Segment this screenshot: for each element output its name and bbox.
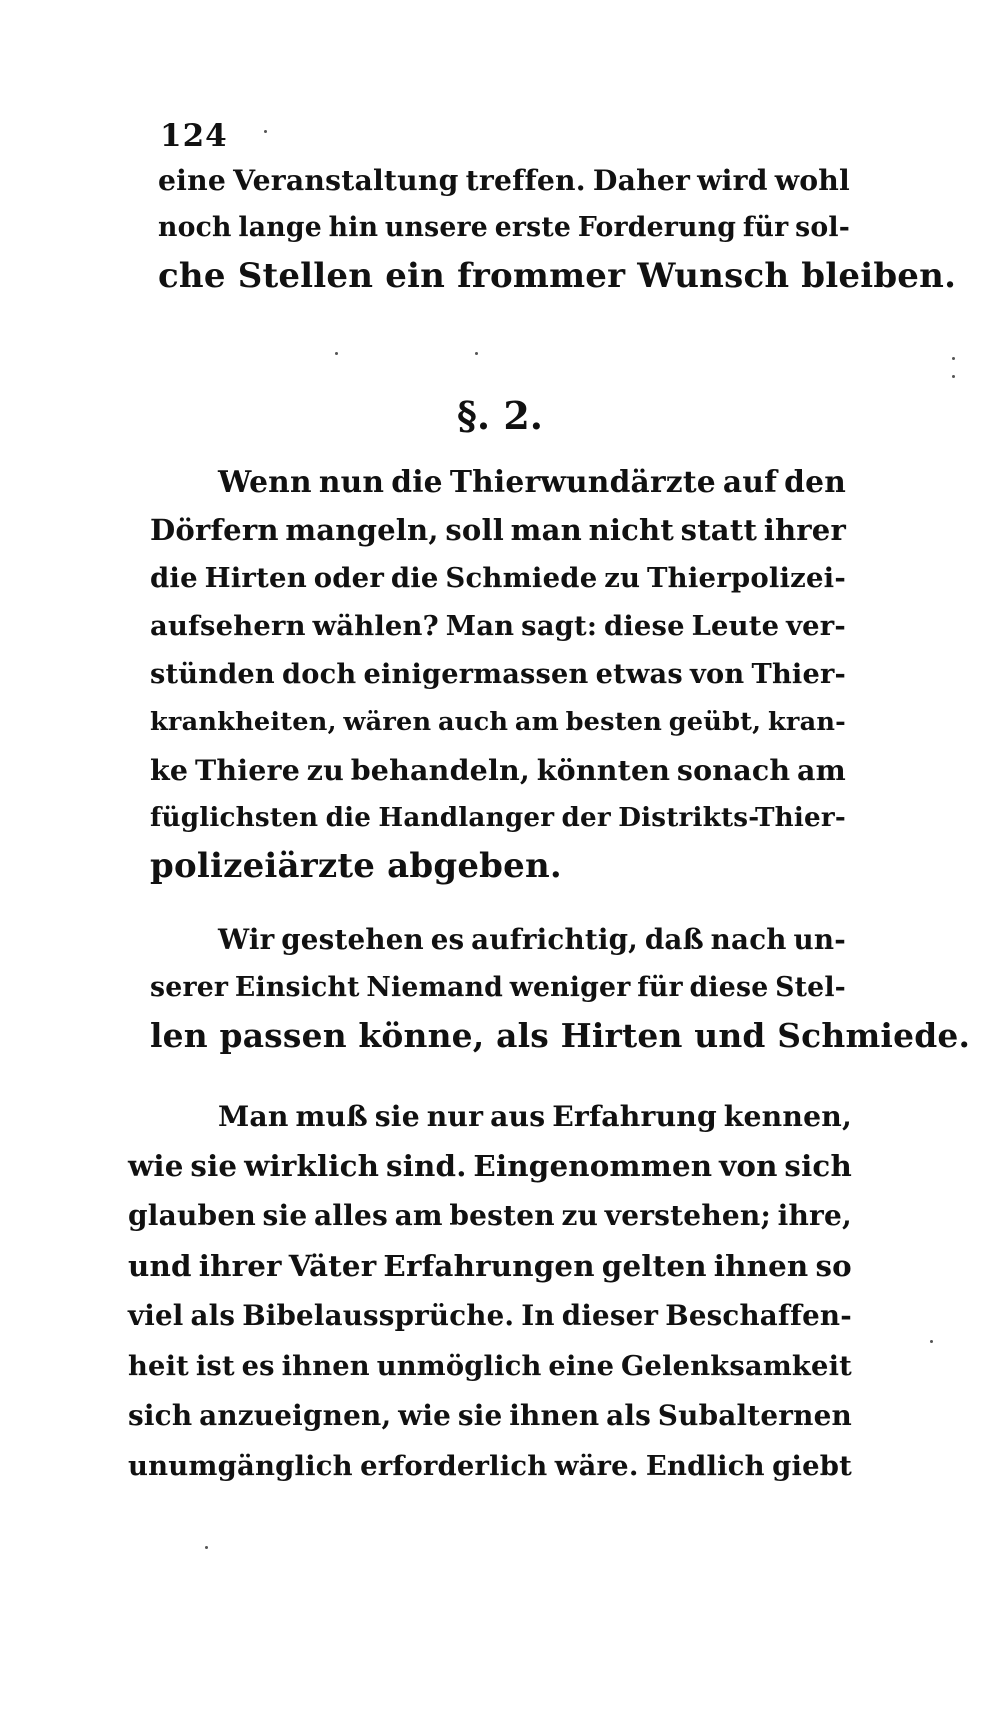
word: Forderung bbox=[577, 212, 737, 243]
word: un- bbox=[793, 923, 846, 956]
word: Bibelaussprüche. bbox=[242, 1299, 515, 1332]
text-line bbox=[128, 1196, 852, 1236]
word: hin bbox=[328, 212, 379, 243]
word: ver- bbox=[786, 610, 846, 642]
word: ihnen bbox=[713, 1248, 809, 1283]
word: doch bbox=[282, 658, 357, 690]
text-line bbox=[158, 160, 850, 200]
word: etwas bbox=[595, 658, 683, 690]
word: Thierpolizei- bbox=[647, 562, 846, 594]
page-number: 124 bbox=[160, 118, 228, 154]
scan-speck bbox=[475, 352, 478, 355]
word: Thierwundärzte bbox=[449, 464, 716, 499]
word: sol- bbox=[795, 212, 850, 243]
word: heit bbox=[128, 1350, 189, 1382]
text-line bbox=[128, 1446, 852, 1486]
word: giebt bbox=[772, 1450, 852, 1482]
word: aufrichtig, bbox=[471, 923, 639, 956]
word: als bbox=[190, 1299, 236, 1332]
word: wird bbox=[697, 163, 768, 197]
word: Distrikts-Thier- bbox=[618, 802, 846, 833]
word: auch bbox=[438, 707, 509, 737]
word: daß bbox=[644, 923, 704, 956]
word: sich bbox=[784, 1148, 852, 1183]
word: zu bbox=[561, 1199, 599, 1232]
word: diese bbox=[689, 972, 769, 1003]
text-line bbox=[150, 510, 846, 550]
word: behandeln, bbox=[350, 753, 531, 787]
word: muß bbox=[295, 1099, 368, 1133]
word: oder bbox=[313, 562, 385, 594]
word: Erfahrung bbox=[552, 1099, 717, 1133]
word: sie bbox=[457, 1399, 503, 1432]
word: noch bbox=[158, 212, 232, 243]
text-line bbox=[128, 1146, 852, 1186]
word: Einsicht bbox=[234, 972, 360, 1003]
word: wären bbox=[343, 707, 432, 737]
word: und bbox=[128, 1248, 192, 1283]
word: sagt: bbox=[521, 610, 598, 642]
word: verstehen; bbox=[604, 1199, 772, 1232]
word: den bbox=[784, 464, 846, 499]
word: mangeln, bbox=[285, 513, 439, 547]
text-line: polizeiärzte abgeben. bbox=[150, 846, 562, 886]
word: am bbox=[514, 707, 559, 737]
word: ke bbox=[150, 753, 189, 787]
word: stünden bbox=[150, 658, 275, 690]
word: Endlich bbox=[645, 1450, 765, 1482]
word: wohl bbox=[774, 163, 850, 197]
text-line bbox=[150, 798, 846, 838]
word: Handlanger bbox=[378, 802, 555, 833]
word: sonach bbox=[676, 753, 791, 787]
word: Wir bbox=[218, 923, 275, 956]
word: diese bbox=[603, 610, 685, 642]
word: nur bbox=[426, 1099, 484, 1133]
word: wie bbox=[128, 1148, 184, 1183]
word: aufsehern bbox=[150, 610, 306, 642]
word: Man bbox=[445, 610, 515, 642]
word: soll bbox=[445, 513, 504, 547]
text-line bbox=[128, 1396, 852, 1436]
word: Hirten bbox=[204, 562, 307, 594]
word: es bbox=[430, 923, 465, 956]
text-line bbox=[150, 702, 846, 742]
text-line bbox=[150, 654, 846, 694]
word: die bbox=[390, 562, 439, 594]
word: ist bbox=[195, 1350, 235, 1382]
word: ihnen bbox=[281, 1350, 370, 1382]
word: nicht bbox=[588, 513, 674, 547]
word: nach bbox=[710, 923, 787, 956]
word: ihrer bbox=[198, 1248, 282, 1283]
word: Subalternen bbox=[657, 1399, 852, 1432]
word: am bbox=[796, 753, 846, 787]
word: nun bbox=[318, 464, 385, 499]
word: krankheiten, bbox=[150, 707, 337, 737]
word: kennen, bbox=[723, 1099, 852, 1133]
word: Man bbox=[218, 1099, 289, 1133]
scan-speck bbox=[952, 357, 955, 360]
text-line bbox=[150, 968, 846, 1008]
word: kran- bbox=[767, 707, 846, 737]
word: es bbox=[241, 1350, 275, 1382]
word: gelten bbox=[601, 1248, 707, 1283]
word: unsere bbox=[384, 212, 488, 243]
word: dieser bbox=[561, 1299, 659, 1332]
word: glauben bbox=[128, 1199, 256, 1232]
word: wie bbox=[398, 1399, 452, 1432]
word: Beschaffen- bbox=[665, 1299, 852, 1332]
word: sie bbox=[374, 1099, 420, 1133]
text-line bbox=[150, 750, 846, 790]
word: gestehen bbox=[281, 923, 424, 956]
word: einigermassen bbox=[363, 658, 589, 690]
scan-speck bbox=[930, 1340, 933, 1343]
text-line: len passen könne, als Hirten und Schmiede. bbox=[150, 1016, 971, 1055]
word: Daher bbox=[592, 163, 691, 197]
text-line bbox=[218, 920, 846, 960]
scan-speck bbox=[264, 130, 267, 133]
word: als bbox=[606, 1399, 652, 1432]
word: zu bbox=[306, 753, 345, 787]
word: besten bbox=[565, 707, 663, 737]
word: Gelenksamkeit bbox=[620, 1350, 852, 1382]
word: die bbox=[325, 802, 372, 833]
word: so bbox=[815, 1248, 852, 1283]
word: zu bbox=[604, 562, 641, 594]
text-line bbox=[218, 462, 846, 502]
scan-speck bbox=[335, 352, 338, 355]
word: sie bbox=[190, 1148, 238, 1183]
text-line bbox=[158, 208, 850, 248]
word: Eingenommen bbox=[473, 1148, 713, 1183]
word: erforderlich bbox=[360, 1450, 548, 1482]
word: In bbox=[521, 1299, 555, 1332]
word: sich bbox=[128, 1399, 193, 1432]
word: Schmiede bbox=[445, 562, 598, 594]
word: eine bbox=[548, 1350, 615, 1382]
word: auf bbox=[722, 464, 778, 499]
word: serer bbox=[150, 972, 229, 1003]
word: erste bbox=[494, 212, 572, 243]
word: Thier- bbox=[751, 658, 846, 690]
word: von bbox=[719, 1148, 778, 1183]
word: sie bbox=[262, 1199, 308, 1232]
word: lange bbox=[238, 212, 322, 243]
word: geübt, bbox=[668, 707, 762, 737]
word: Erfahrungen bbox=[383, 1248, 595, 1283]
word: wäre. bbox=[554, 1450, 639, 1482]
word: Thiere bbox=[194, 753, 301, 787]
word: anzueignen, bbox=[199, 1399, 392, 1432]
word: Wenn bbox=[218, 464, 312, 499]
word: Dörfern bbox=[150, 513, 279, 547]
word: eine bbox=[158, 163, 227, 197]
text-line: che Stellen ein frommer Wunsch bleiben. bbox=[158, 256, 957, 296]
word: unmöglich bbox=[376, 1350, 542, 1382]
word: aus bbox=[490, 1099, 546, 1133]
word: der bbox=[561, 802, 611, 833]
word: besten bbox=[449, 1199, 555, 1232]
text-line bbox=[128, 1346, 852, 1386]
text-line bbox=[150, 606, 846, 646]
word: könnten bbox=[536, 753, 671, 787]
text-line bbox=[218, 1096, 852, 1136]
word: von bbox=[690, 658, 745, 690]
word: wählen? bbox=[312, 610, 439, 642]
scan-speck bbox=[952, 375, 955, 378]
word: Väter bbox=[288, 1248, 377, 1283]
word: am bbox=[394, 1199, 443, 1232]
word: wirklich bbox=[244, 1148, 380, 1183]
word: Niemand bbox=[366, 972, 504, 1003]
text-line bbox=[150, 558, 846, 598]
section-heading: §. 2. bbox=[456, 393, 543, 438]
word: viel bbox=[128, 1299, 184, 1332]
word: die bbox=[150, 562, 198, 594]
word: füglichsten bbox=[150, 802, 319, 833]
text-line bbox=[128, 1296, 852, 1336]
word: für bbox=[742, 212, 789, 243]
scan-speck bbox=[205, 1546, 208, 1549]
word: unumgänglich bbox=[128, 1450, 353, 1482]
word: sind. bbox=[386, 1148, 467, 1183]
text-line bbox=[128, 1246, 852, 1286]
word: weniger bbox=[509, 972, 631, 1003]
word: treffen. bbox=[465, 163, 586, 197]
word: man bbox=[510, 513, 582, 547]
word: statt bbox=[680, 513, 758, 547]
word: ihrer bbox=[763, 513, 846, 547]
word: Veranstaltung bbox=[233, 163, 459, 197]
word: Stel- bbox=[775, 972, 846, 1003]
word: die bbox=[391, 464, 443, 499]
word: alles bbox=[313, 1199, 388, 1232]
word: ihre, bbox=[777, 1199, 852, 1232]
word: Leute bbox=[691, 610, 780, 642]
word: für bbox=[637, 972, 683, 1003]
word: ihnen bbox=[509, 1399, 600, 1432]
